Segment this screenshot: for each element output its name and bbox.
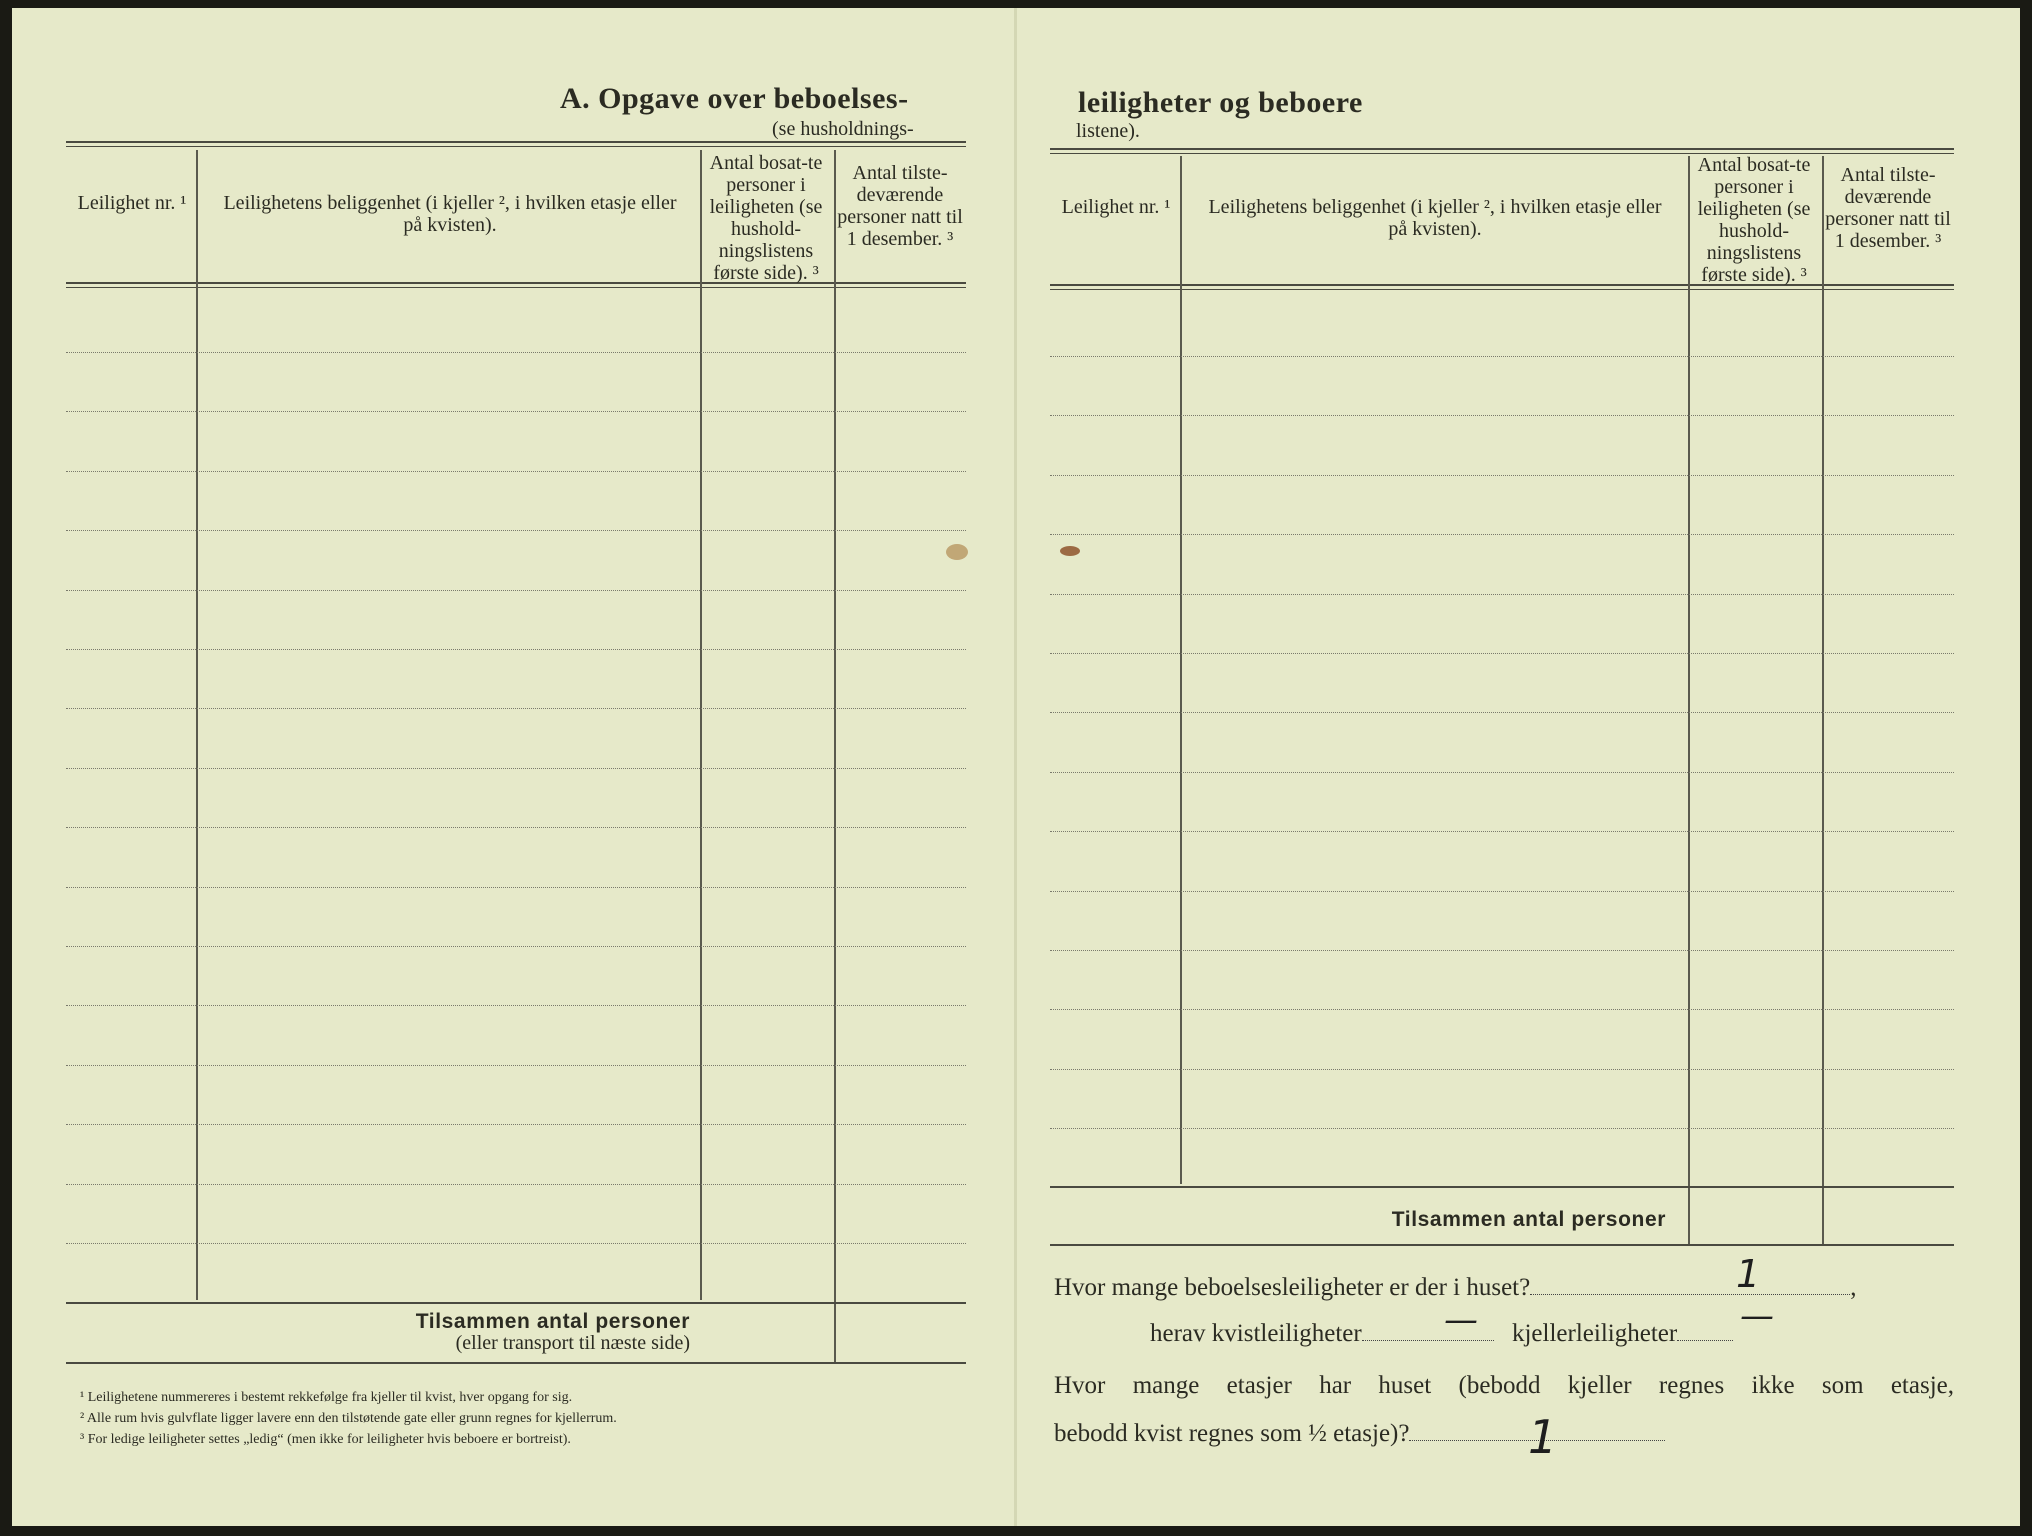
table-row (66, 708, 966, 709)
table-row (66, 471, 966, 472)
kjeller-label: kjellerleiligheter (1511, 1320, 1678, 1347)
table-row (66, 887, 966, 888)
table-row (66, 590, 966, 591)
right-vline-2 (1688, 156, 1690, 1244)
answer-floors: 1 (1528, 1410, 1558, 1464)
answer-line-kvist (1362, 1340, 1494, 1341)
table-row (66, 768, 966, 769)
right-vline-1 (1180, 156, 1182, 1184)
left-col-beliggenhet: Leilighetens beliggenhet (i kjeller ², i hvilken etasje eller på kvisten). (223, 192, 677, 236)
answer-line-kjeller (1677, 1340, 1733, 1341)
right-bottom-rule (1050, 1244, 1954, 1246)
table-row (1050, 712, 1954, 713)
right-col-beliggenhet: Leilighetens beliggenhet (i kjeller ², i hvilken etasje eller på kvisten). (1208, 196, 1662, 240)
left-vline-1 (196, 150, 198, 1300)
stain-spot (946, 544, 968, 560)
stain-spot (1060, 546, 1080, 556)
table-row (66, 1065, 966, 1066)
page-fold (1014, 8, 1017, 1526)
table-row (1050, 1128, 1954, 1129)
footnote-2: ² Alle rum hvis gulvflate ligger lavere enn den tilstøtende gate eller grunn regnes for kjellerrum. (80, 1411, 617, 1426)
left-vline-2 (700, 150, 702, 1300)
right-col-tilstede: Antal tilste-deværende personer natt til 1 desember. ³ (1825, 164, 1951, 252)
right-top-rule (1050, 148, 1954, 150)
left-header-rule-2 (66, 287, 966, 288)
question-sub (1150, 1320, 1733, 1348)
right-col-bosatte: Antal bosat-te personer i leiligheten (se hushold-ningslistens første side). ³ (1697, 154, 1811, 286)
left-col-leilighet: Leilighet nr. ¹ (77, 192, 187, 214)
table-row (1050, 415, 1954, 416)
question-apartments: Hvor mange beboelsesleiligheter er der i huset? , (1054, 1274, 1857, 1301)
left-top-rule-2 (66, 146, 966, 147)
table-row (1050, 772, 1954, 773)
answer-kjeller: — (1740, 1296, 1774, 1336)
table-row (1050, 1069, 1954, 1070)
table-row (66, 649, 966, 650)
footnote-3: ³ For ledige leiligheter settes „ledig“ (men ikke for leiligheter hvis beboere er bortreist). (80, 1432, 571, 1447)
table-row (66, 1005, 966, 1006)
table-row (1050, 356, 1954, 357)
left-total-label: Tilsammen antal personer (415, 1310, 690, 1333)
table-row (1050, 475, 1954, 476)
left-subtitle: (se husholdnings- (772, 118, 914, 140)
table-row (1050, 1009, 1954, 1010)
right-title: leiligheter og beboere (1078, 86, 1363, 119)
table-row (66, 1124, 966, 1125)
table-row (1050, 653, 1954, 654)
left-col-bosatte: Antal bosat-te personer i leiligheten (se hushold-ningslistens første side). ³ (709, 152, 823, 284)
left-total-rule (66, 1302, 966, 1304)
left-bottom-rule (66, 1362, 966, 1364)
right-vline-3 (1822, 156, 1824, 1244)
answer-kvist: — (1444, 1300, 1478, 1340)
table-row (66, 352, 966, 353)
left-vline-3 (834, 150, 836, 1362)
question-floors-label: bebodd kvist regnes som ½ etasje)? (1054, 1420, 1410, 1447)
table-row (66, 411, 966, 412)
table-row (1050, 831, 1954, 832)
table-row (1050, 594, 1954, 595)
right-header-rule-2 (1050, 289, 1954, 290)
right-header-rule (1050, 284, 1954, 286)
table-row (66, 1243, 966, 1244)
left-header-rule (66, 282, 966, 284)
table-row (66, 946, 966, 947)
left-col-tilstede: Antal tilste-deværende personer natt til 1 desember. ³ (837, 162, 963, 250)
table-row (1050, 950, 1954, 951)
table-row (1050, 891, 1954, 892)
kvist-label: herav kvistleiligheter (1150, 1320, 1362, 1347)
table-row (66, 530, 966, 531)
right-total-rule (1050, 1186, 1954, 1188)
table-row (1050, 534, 1954, 535)
table-row (66, 1184, 966, 1185)
right-subtitle: listene). (1076, 120, 1140, 142)
footnote-1: ¹ Leilighetene nummereres i bestemt rekkefølge fra kjeller til kvist, hver opgang for sig. (80, 1390, 573, 1405)
right-col-leilighet: Leilighet nr. ¹ (1061, 196, 1171, 218)
table-row (66, 827, 966, 828)
right-total-label: Tilsammen antal personer (1391, 1208, 1666, 1231)
question-floors-line1: Hvor mange etasjer har huset (bebodd kjeller regnes ikke som etasje, (1054, 1372, 1954, 1399)
left-title: A. Opgave over beboelses- (560, 82, 909, 115)
question-floors-line2 (1054, 1420, 1665, 1448)
left-top-rule (66, 141, 966, 143)
answer-apartments: 1 (1736, 1252, 1761, 1296)
answer-line-apartments (1530, 1294, 1850, 1295)
left-total-sub: (eller transport til næste side) (455, 1332, 690, 1354)
question-apartments-label: Hvor mange beboelsesleiligheter er der i huset? (1054, 1274, 1531, 1301)
right-top-rule-2 (1050, 153, 1954, 154)
